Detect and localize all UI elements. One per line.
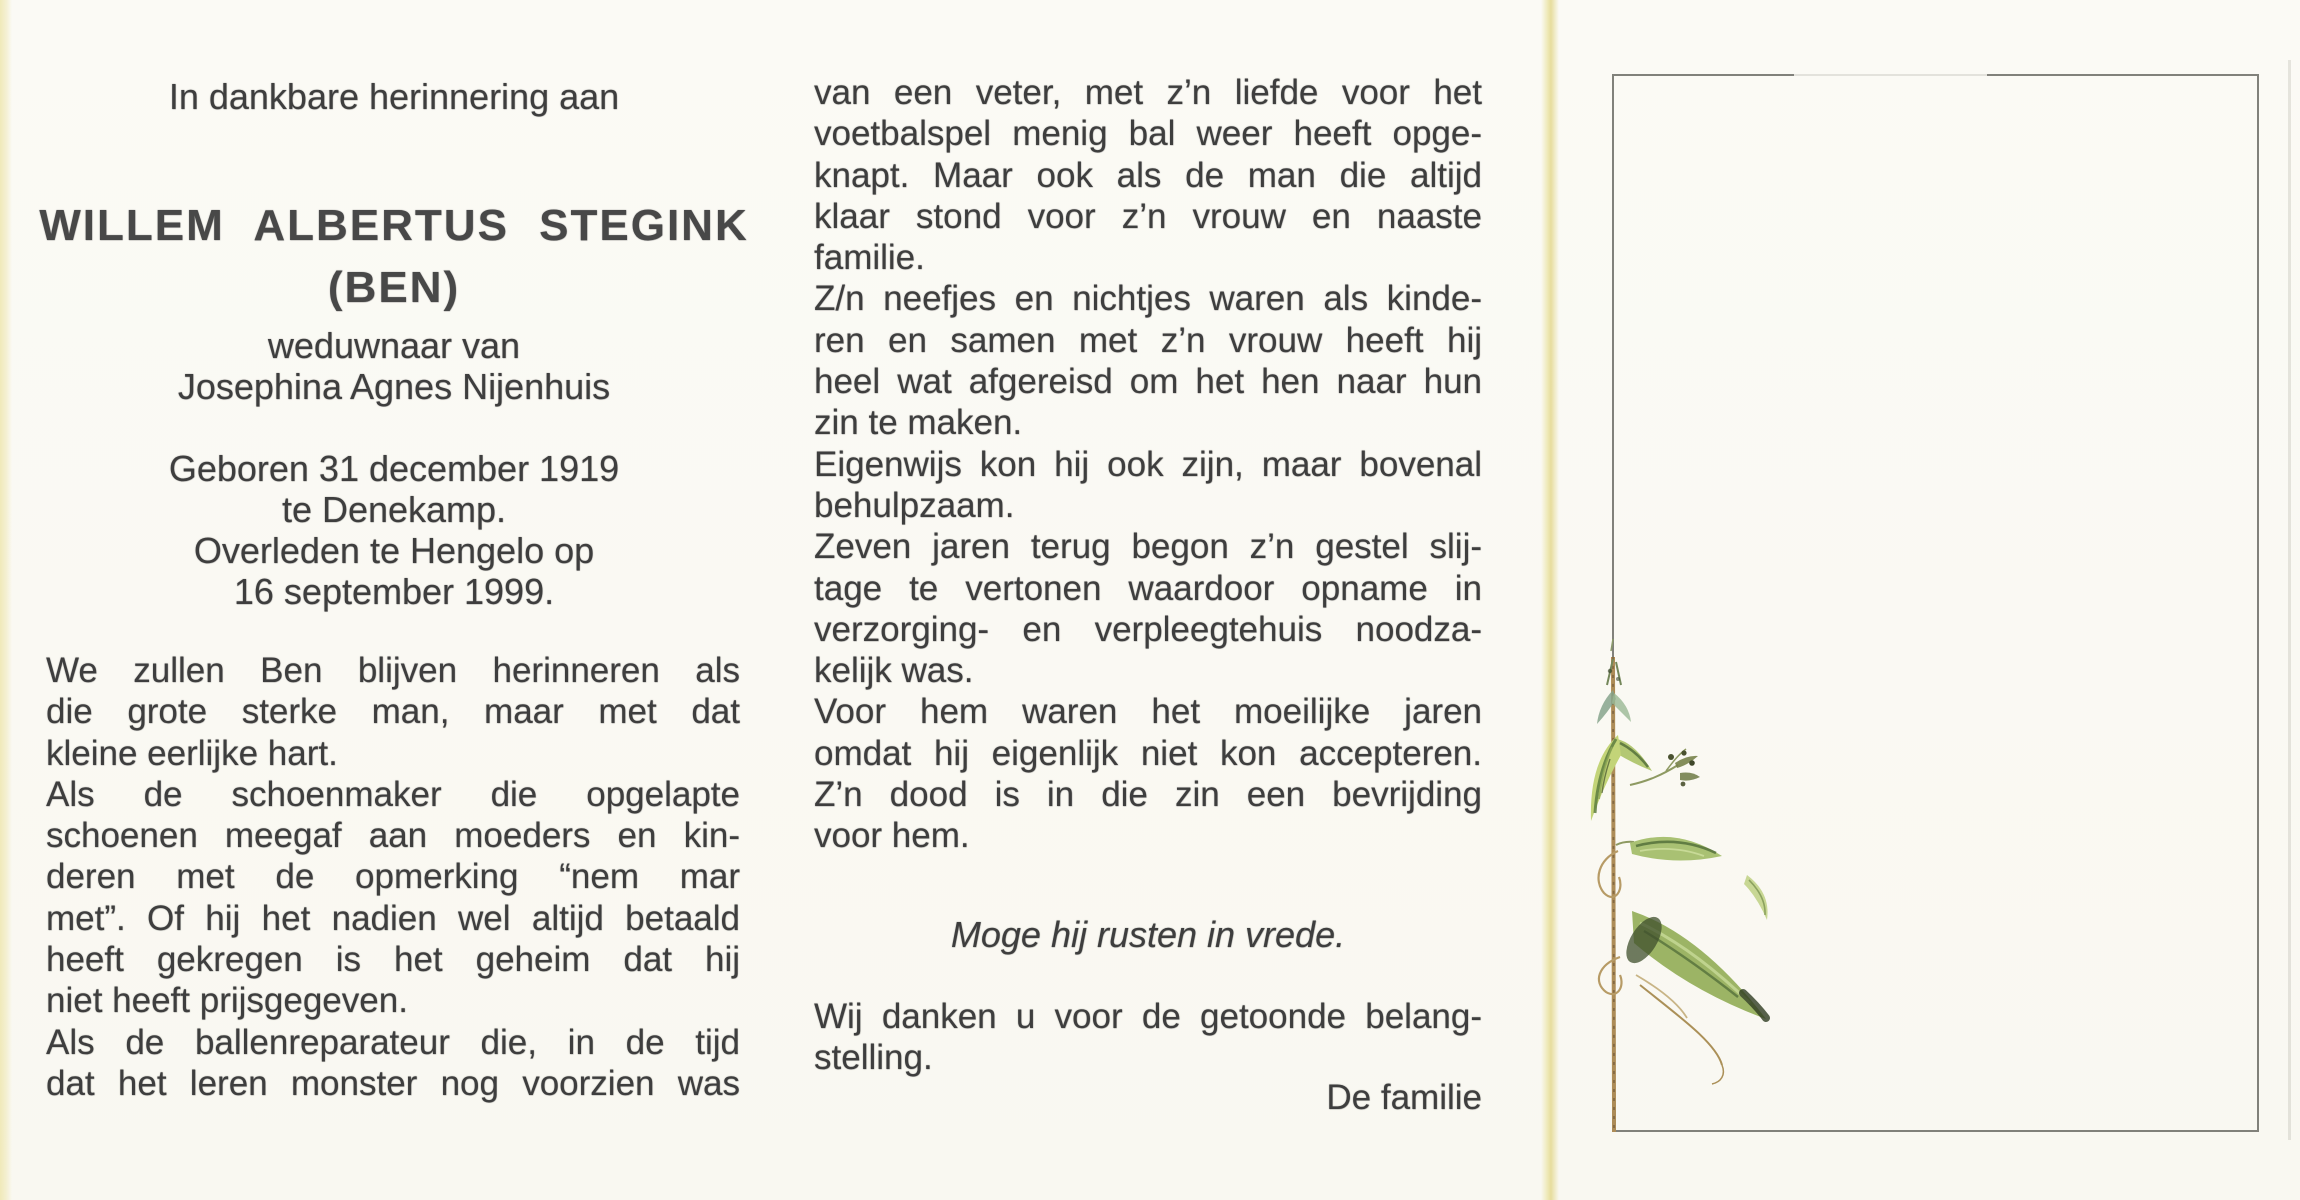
text-line: verzorging- en verpleegtehuis noodza- <box>814 609 1482 649</box>
text-line: schoenen meegaf aan moeders en kin- <box>46 816 740 856</box>
text-line: Z’n dood is in die zin een bevrijding <box>814 775 1482 815</box>
relation-line: weduwnaar van <box>267 325 521 366</box>
text-line: dat het leren monster nog voorzien was <box>46 1063 740 1103</box>
text-line: deren met de opmerking “nem mar <box>46 857 740 897</box>
text-line: Z/n neefjes en nichtjes waren als kinde- <box>814 279 1482 319</box>
text-line: Eigenwijs kon hij ook zijn, maar bovenal <box>814 444 1482 484</box>
left-body-paragraph <box>46 650 740 1104</box>
spouse-name: Josephina Agnes Nijenhuis <box>177 366 611 407</box>
birth-line: Geboren 31 december 1919 <box>168 448 620 489</box>
text-line: knapt. Maar ook als de man die altijd <box>814 155 1482 195</box>
text-line: voetbalspel menig bal weer heeft opge- <box>814 114 1482 154</box>
death-line: Overleden te Hengelo op <box>193 530 595 571</box>
text-line: Als de ballenreparateur die, in de tijd <box>46 1022 740 1062</box>
text-line: zin te maken. <box>814 403 1023 443</box>
death-date-line: 16 september 1999. <box>233 571 555 612</box>
text-line: ren en samen met z’n vrouw heeft hij <box>814 320 1482 360</box>
rest-in-peace-line: Moge hij rusten in vrede. <box>950 914 1346 955</box>
text-line: niet heeft prijsgegeven. <box>46 981 408 1021</box>
text-line: klaar stond voor z’n vrouw en naaste <box>814 196 1482 236</box>
thanks-paragraph <box>814 996 1482 1079</box>
intro-line: In dankbare herinnering aan <box>168 76 620 117</box>
scan-edge-right <box>2288 60 2291 1140</box>
text-line: Zeven jaren terug begon z’n gestel slij- <box>814 527 1482 567</box>
text-line: Wij danken u voor de getoonde belang- <box>814 997 1482 1036</box>
text-line: van een veter, met z’n liefde voor het <box>814 73 1482 112</box>
birth-place-line: te Denekamp. <box>281 489 507 530</box>
text-line: heel wat afgereisd om het hen naar hun <box>814 362 1482 402</box>
text-line: kelijk was. <box>814 651 974 691</box>
middle-body-paragraph <box>814 72 1482 857</box>
deceased-nickname: (BEN) <box>327 263 461 312</box>
text-line: familie. <box>814 238 925 278</box>
text-line: We zullen Ben blijven herinneren als <box>46 651 740 690</box>
text-line: stelling. <box>814 1038 933 1078</box>
deceased-name: WILLEM ALBERTUS STEGINK <box>39 201 749 250</box>
text-line: voor hem. <box>814 816 970 856</box>
text-line: tage te vertonen waardoor opname in <box>814 568 1482 608</box>
text-line: Voor hem waren het moeilijke jaren <box>814 692 1482 732</box>
text-line: met”. Of hij het nadien wel altijd betaald <box>46 898 740 938</box>
plant-sprig-illustration <box>1540 635 1820 1155</box>
text-line: behulpzaam. <box>814 485 1015 525</box>
text-line: Als de schoenmaker die opgelapte <box>46 774 740 814</box>
text-line: kleine eerlijke hart. <box>46 733 338 773</box>
text-line: heeft gekregen is het geheim dat hij <box>46 940 740 980</box>
text-line: omdat hij eigenlijk niet kon accepteren. <box>814 733 1482 773</box>
family-signature: De familie <box>1326 1078 1482 1117</box>
text-line: die grote sterke man, maar met dat <box>46 692 740 732</box>
